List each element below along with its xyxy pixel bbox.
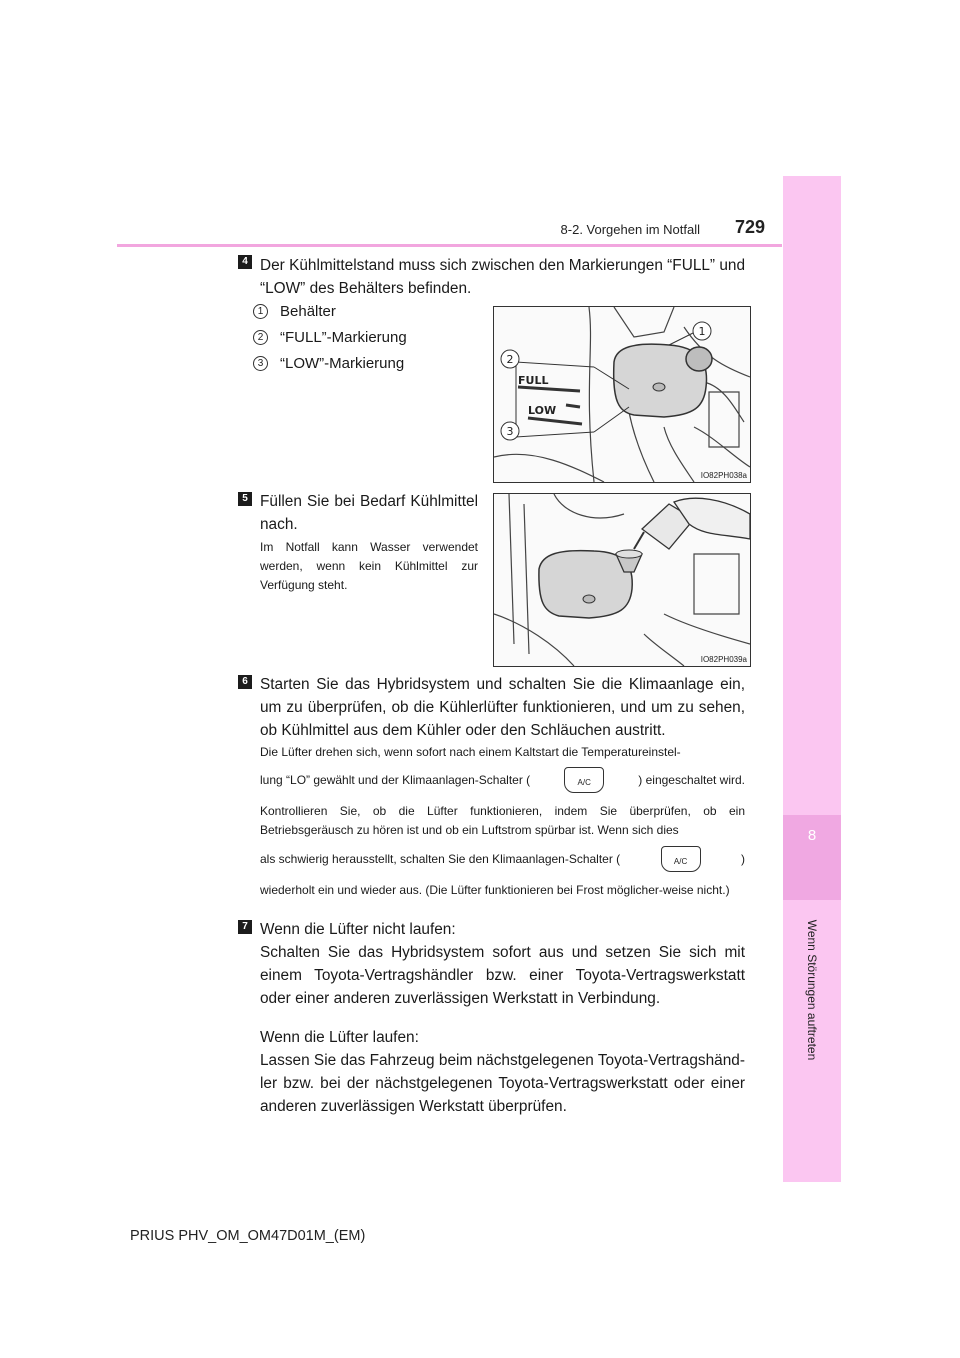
engine-illustration <box>494 307 750 482</box>
svg-text:1: 1 <box>698 325 706 338</box>
step-note-line: wiederholt ein und wieder aus. (Die Lüfter funktionieren bei Frost möglicher-weise nicht.) <box>260 883 730 897</box>
step-text: Der Kühlmittelstand muss sich zwischen den Markierungen “FULL” und “LOW” des Behälters befinden. <box>260 257 746 297</box>
figure-code: IO82PH039a <box>700 655 747 664</box>
note-text: ) <box>741 851 745 866</box>
step-note-line <box>260 846 745 872</box>
note-text: ) eingeschaltet wird. <box>638 772 745 787</box>
step-number: 7 <box>238 920 252 934</box>
page-number: 729 <box>735 217 766 237</box>
step-text: Wenn die Lüfter nicht laufen: <box>260 921 456 938</box>
step-text: Schalten Sie das Hybridsystem sofort aus und setzen Sie sich mit einem Toyota-Vertragshändler bzw. einer Toyota-Vertragswerkstatt oder einer anderen zuverlässigen Werkstatt in Verbindung. <box>260 944 745 1007</box>
chapter-number: 8 <box>807 827 817 844</box>
low-mark-label: LOW <box>528 404 557 417</box>
header-rule <box>117 244 782 247</box>
callout-label: Behälter <box>280 303 336 320</box>
callout-label: “LOW”-Markierung <box>280 355 405 372</box>
ac-switch-icon: A/C <box>564 767 604 793</box>
callout-number: 2 <box>253 330 268 345</box>
figure-code: IO82PH038a <box>700 471 747 480</box>
note-text: lung “LO” gewählt und der Klimaanlagen-Schalter ( <box>260 772 531 787</box>
step-note-line: Die Lüfter drehen sich, wenn sofort nach einem Kaltstart die Temperatureinstel- <box>260 745 681 759</box>
refill-illustration <box>494 494 750 666</box>
svg-text:3: 3 <box>506 425 514 438</box>
step-note: Im Notfall kann Wasser verwendet werden, wenn kein Kühlmittel zur Verfügung steht. <box>260 540 478 592</box>
coolant-reservoir-figure <box>493 306 751 483</box>
section-title: 8-2. Vorgehen im Notfall <box>560 222 700 237</box>
note-text: als schwierig herausstellt, schalten Sie den Klimaanlagen-Schalter ( <box>260 851 621 866</box>
step-text: Lassen Sie das Fahrzeug beim nächstgelegenen Toyota-Vertragshänd-ler bzw. bei der nächstgelegenen Toyota-Vertragswerkstatt oder einer anderen zuverlässigen Werkstatt überprüfen. <box>260 1052 745 1115</box>
step-text: Starten Sie das Hybridsystem und schalten Sie die Klimaanlage ein, um zu überprüfen, ob die Kühlerlüfter funktionieren, und um zu sehen, ob Kühlmittel aus dem Kühler oder den Schläuchen austritt. <box>260 676 745 739</box>
step-note-line <box>260 767 745 793</box>
document-id: PRIUS PHV_OM_OM47D01M_(EM) <box>130 1228 366 1244</box>
callout-number: 3 <box>253 356 268 371</box>
step-text: Füllen Sie bei Bedarf Kühlmittel nach. <box>260 493 478 533</box>
callout-number: 1 <box>253 304 268 319</box>
step-number: 6 <box>238 675 252 689</box>
step-number: 4 <box>238 255 252 269</box>
coolant-refill-figure <box>493 493 751 667</box>
callout-label: “FULL”-Markierung <box>280 329 407 346</box>
step-text: Wenn die Lüfter laufen: <box>260 1029 419 1046</box>
full-mark-label: FULL <box>518 374 549 387</box>
svg-text:2: 2 <box>506 353 514 366</box>
ac-switch-icon: A/C <box>661 846 701 872</box>
step-note-line: Kontrollieren Sie, ob die Lüfter funktionieren, indem Sie überprüfen, ob ein Betriebsgeräusch zu hören ist und ob ein Luftstrom spürbar ist. Wenn sich dies <box>260 804 745 837</box>
step-number: 5 <box>238 492 252 506</box>
